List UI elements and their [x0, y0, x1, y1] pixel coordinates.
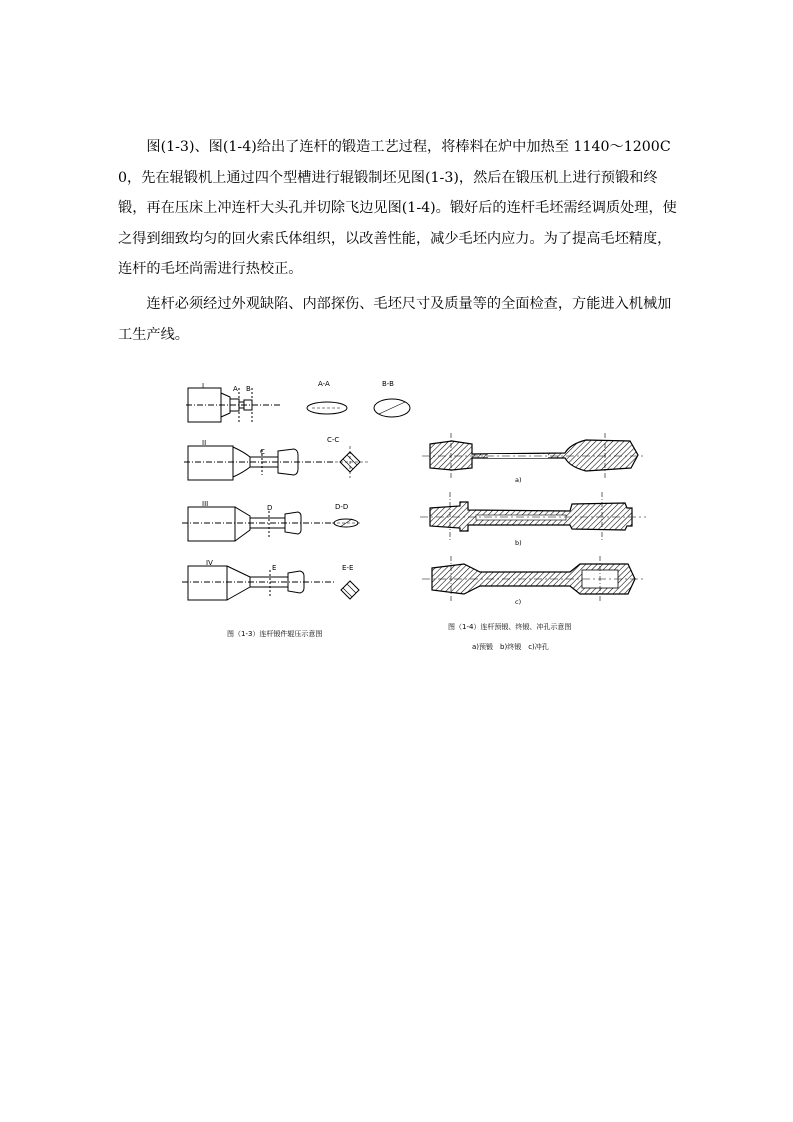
panel-label-a: a)	[515, 476, 522, 484]
stage-label-2: II	[202, 439, 207, 447]
cut-letter-b: B	[246, 385, 251, 393]
cut-letter-c: C	[260, 448, 265, 456]
stage-1-billet	[186, 388, 410, 422]
stage-label-1: I	[202, 382, 205, 390]
figure-1-4-caption: 图（1-4）连杆预锻、终锻、冲孔示意图	[448, 623, 572, 631]
section-label-e: E-E	[342, 564, 354, 572]
section-label-c: C-C	[327, 436, 340, 444]
cut-letter-e: E	[272, 564, 277, 572]
stage-2-billet	[184, 446, 370, 480]
figure-1-4-forging	[420, 430, 650, 655]
paragraph-2: 连杆必须经过外观缺陷、内部探伤、毛坯尺寸及质量等的全面检查，方能进入机械加工生产线。	[118, 296, 672, 343]
stage-label-4: IV	[206, 559, 213, 567]
stage-4-billet	[182, 566, 359, 600]
panel-b-finish-forging	[420, 492, 646, 542]
section-label-a: A-A	[318, 380, 330, 388]
figure-1-4-subcaption: a)预锻 b)终锻 c)冲孔	[472, 643, 549, 651]
stage-3-billet	[182, 507, 360, 541]
paragraph-1: 图(1-3)、图(1-4)给出了连杆的锻造工艺过程，将棒料在炉中加热至 1140～1200C0，先在辊锻机上通过四个型槽进行辊锻制坯见图(1-3)，然后在锻压机上进行预锻和终锻，再在压床上冲连杆大头孔并切除飞边见图(1-4)。锻好后的连杆毛坯需经调质处理，使之得到细致均匀的回火索氏体组织，以改善性能，减少毛坯内应力。为了提高毛坯精度，连杆的毛坯尚需进行热校正。	[118, 139, 677, 277]
cut-letter-a: A	[233, 385, 238, 393]
panel-label-b: b)	[515, 539, 522, 547]
cut-letter-d: D	[267, 504, 273, 512]
figure-1-3-roll-forging	[180, 378, 415, 650]
section-label-b: B-B	[382, 380, 394, 388]
panel-label-c: c)	[515, 598, 522, 606]
stage-label-3: III	[202, 500, 209, 508]
panel-a-preforging	[422, 433, 646, 478]
section-label-d: D-D	[335, 503, 349, 511]
figure-1-3-caption: 图（1-3）连杆锻件辊压示意图	[227, 630, 323, 638]
panel-c-punching	[422, 556, 646, 602]
